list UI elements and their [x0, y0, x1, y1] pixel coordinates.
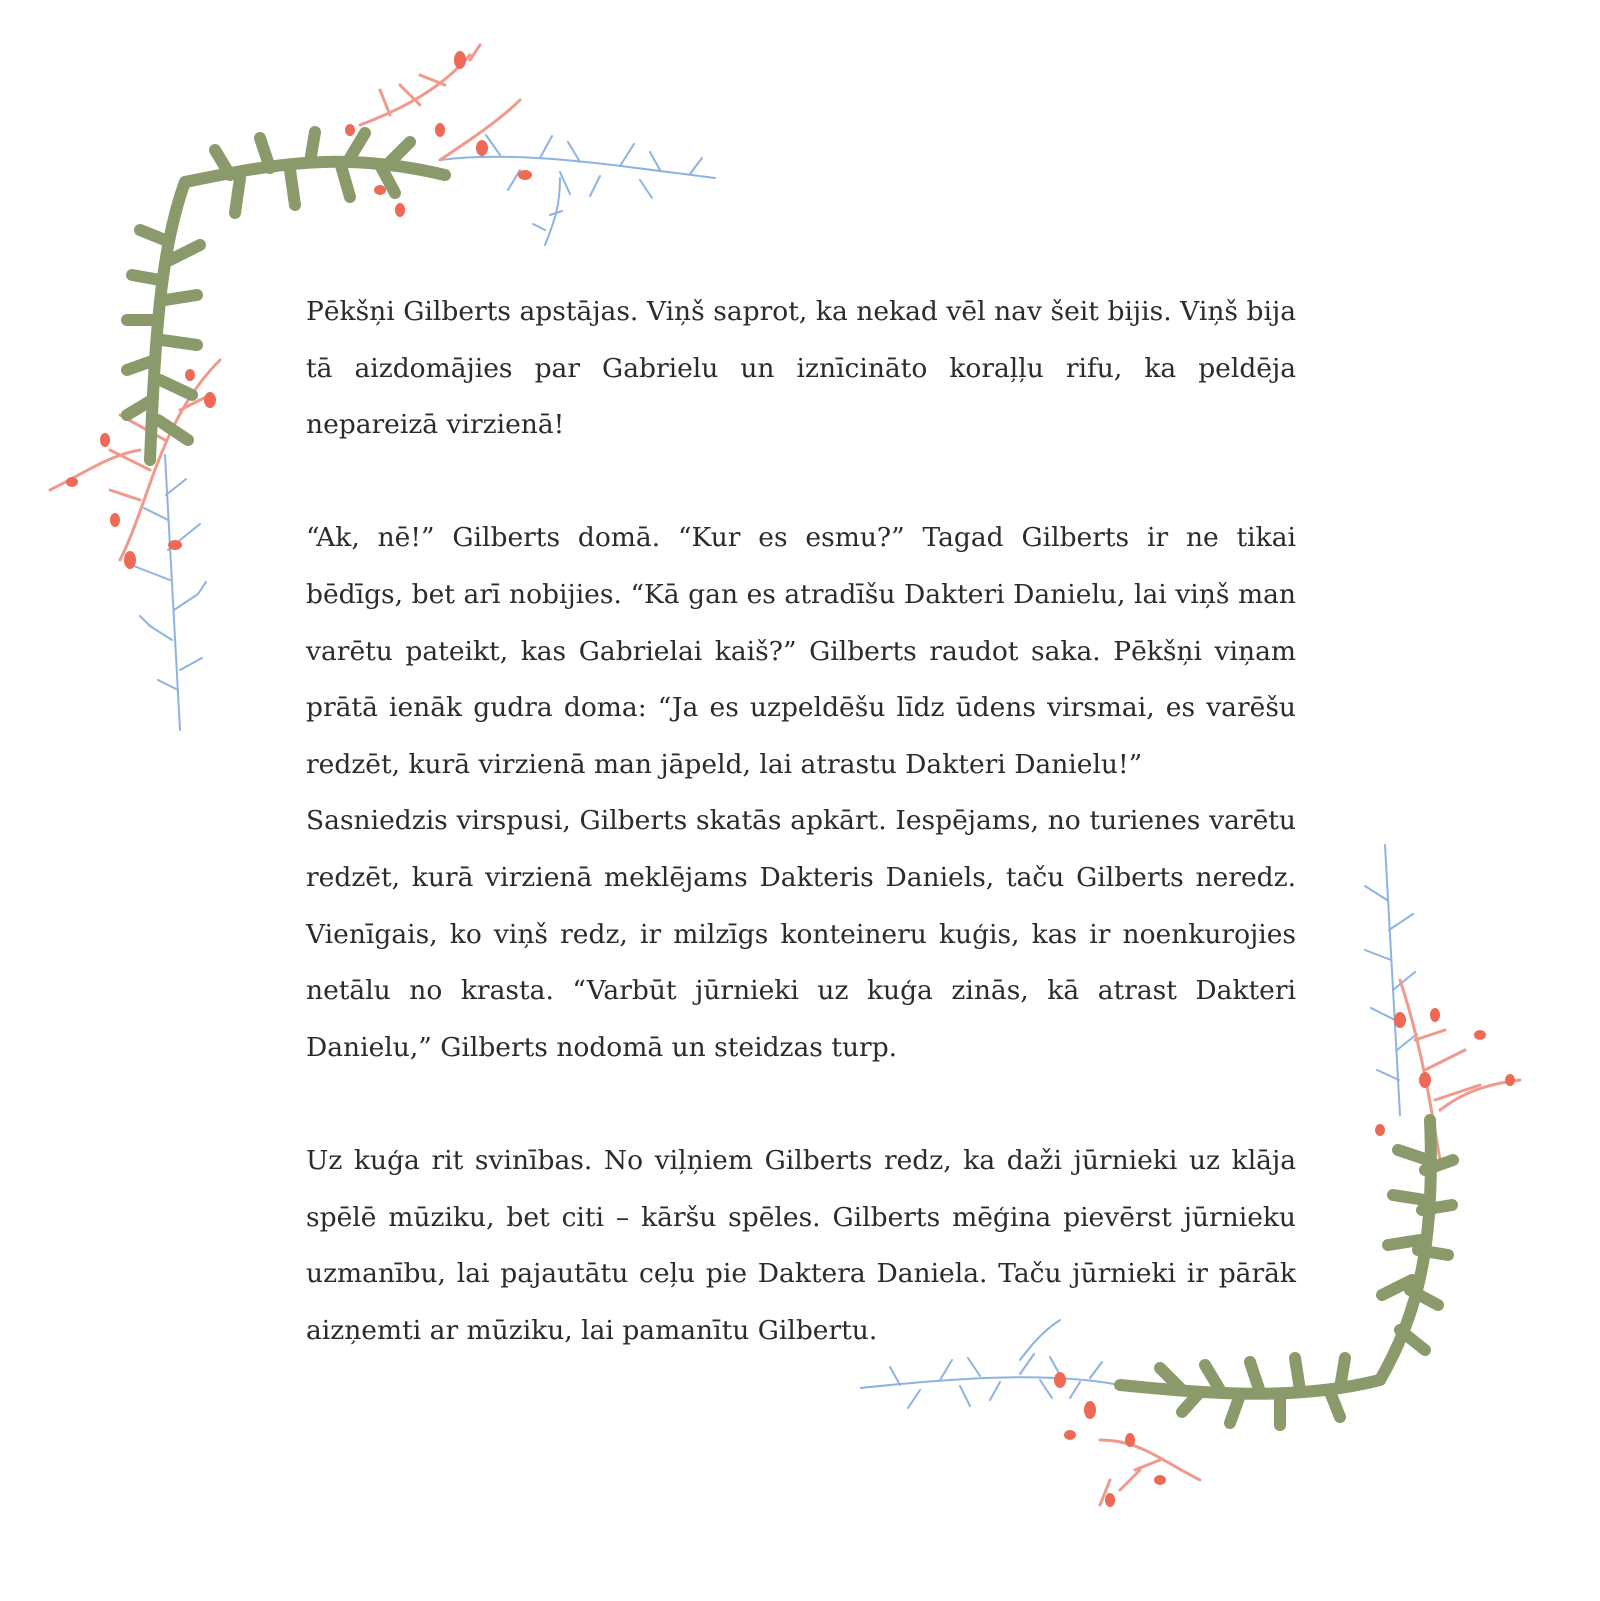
paragraph-2: “Ak, nē!” Gilberts domā. “Kur es esmu?” Tagad Gilberts ir ne tikai bēdīgs, bet arī nobijies. “Kā gan es atradīšu Dakteri Danielu, lai viņš man varētu pateikt, kas Gabrielai kaiš?” Gilberts raudot saka. Pēkšņi viņam prātā ienāk gudra doma: “Ja es uzpeldēšu līdz ūdens virsmai, es varēšu redzēt, kurā virzienā man jāpeld, lai atrastu Dakteri Danielu!”: [306, 522, 1296, 780]
paragraph-1: Pēkšņi Gilberts apstājas. Viņš saprot, ka nekad vēl nav šeit bijis. Viņš bija tā aizdomājies par Gabrielu un iznīcināto koraļļu rifu, ka peldēja nepareizā virzienā!: [306, 296, 1296, 441]
paragraph-gap: [306, 454, 1296, 511]
paragraph-4: Uz kuģa rit svinības. No viļņiem Gilberts redz, ka daži jūrnieki uz klāja spēlē mūziku, bet citi – kāršu spēles. Gilberts mēģina pievērst jūrnieku uzmanību, lai pajautātu ceļu pie Daktera Daniela. Taču jūrnieki ir pārāk aizņemti ar mūziku, lai pamanītu Gilbertu.: [306, 1144, 1296, 1346]
paragraph-gap: [306, 1076, 1296, 1133]
story-text: [306, 284, 1296, 1359]
paragraph-3: Sasniedzis virspusi, Gilberts skatās apkārt. Iespējams, no turienes varētu redzēt, kurā virzienā meklējams Dakteris Daniels, taču Gilberts neredz. Vienīgais, ko viņš redz, ir milzīgs konteineru kuģis, kas ir noenkurojies netālu no krasta. “Varbūt jūrnieki uz kuģa zinās, kā atrast Dakteri Danielu,” Gilberts nodomā un steidzas turp.: [306, 805, 1296, 1063]
